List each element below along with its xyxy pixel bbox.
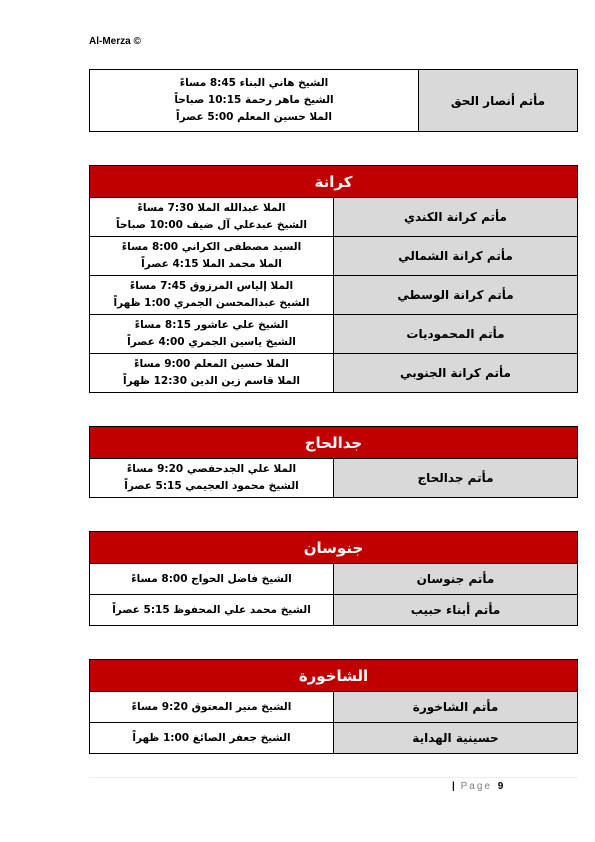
times-cell (90, 276, 334, 315)
times-cell (90, 237, 334, 276)
table-row (90, 354, 578, 393)
venue-cell: مأتم أنصار الحق (419, 70, 578, 132)
times-cell (90, 198, 334, 237)
page-number-value: 9 (497, 781, 504, 792)
venue-cell: مأتم المحموديات (334, 315, 578, 354)
venue-cell: مأتم كرانة الوسطي (334, 276, 578, 315)
time-line: الملا إلياس المرزوق 7:45 مساءً (129, 280, 294, 292)
venue-cell: مأتم كرانة الكندي (334, 198, 578, 237)
time-line: الملا محمد الملا 4:15 عصراً (141, 258, 282, 270)
times-cell (90, 315, 334, 354)
header-brand: Al-Merza © (89, 36, 141, 47)
times-cell (90, 354, 334, 393)
time-line: الشيخ علي عاشور 8:15 مساءً (134, 319, 289, 331)
table-row (90, 564, 578, 595)
table-row (90, 459, 578, 498)
table-row (90, 315, 578, 354)
venue-cell: مأتم أبناء حبيب (334, 595, 578, 626)
table-row (90, 237, 578, 276)
time-line: الشيخ فاضل الحواج 8:00 مساءً (131, 572, 292, 585)
time-line: الملا حسين المعلم 9:00 مساءً (134, 358, 289, 370)
time-line: الشيخ ياسين الجمري 4:00 عصراً (127, 336, 296, 348)
page-number (452, 781, 503, 792)
times-cell (90, 459, 334, 498)
section-header: الشاخورة (90, 660, 578, 692)
time-line: الشيخ عبدالمحسن الجمري 1:00 ظهراً (113, 297, 310, 309)
section-table-shakhura (89, 659, 578, 754)
table-row (90, 198, 578, 237)
time-line: الملا حسين المعلم 5:00 عصراً (176, 111, 332, 123)
time-line: الملا علي الجدحفصي 9:20 مساءً (126, 463, 297, 475)
section-table-karana (89, 165, 578, 393)
time-line: الملا قاسم زين الدين 12:30 ظهراً (122, 375, 301, 387)
page-label: Page (460, 781, 492, 792)
times-cell (90, 692, 334, 723)
times-cell (90, 564, 334, 595)
time-line: السيد مصطفى الكراني 8:00 مساءً (121, 241, 302, 253)
venue-cell: مأتم الشاخورة (334, 692, 578, 723)
times-cell (90, 70, 419, 132)
time-line: الملا عبدالله الملا 7:30 مساءً (137, 202, 286, 214)
times-cell (90, 595, 334, 626)
venue-cell: مأتم كرانة الجنوبي (334, 354, 578, 393)
time-line: الشيخ عبدعلي آل ضيف 10:00 صباحاً (116, 219, 307, 231)
table-row (90, 692, 578, 723)
time-line: الشيخ محمود العجيمي 5:15 عصراً (124, 480, 299, 492)
time-line: الشيخ جعفر الصائغ 1:00 ظهراً (132, 731, 291, 744)
time-line: الشيخ هاني البناء 8:45 مساءً (179, 77, 329, 89)
venue-table-top (89, 69, 578, 132)
venue-cell: مأتم كرانة الشمالي (334, 237, 578, 276)
section-header: كرانة (90, 166, 578, 198)
time-line: الشيخ محمد علي المحفوظ 5:15 عصراً (112, 603, 311, 616)
section-header: جدالحاج (90, 427, 578, 459)
venue-cell: حسينية الهداية (334, 723, 578, 754)
section-table-janusan (89, 531, 578, 626)
table-row (90, 70, 578, 132)
table-row (90, 595, 578, 626)
time-line: الشيخ منير المعتوق 9:20 مساءً (131, 700, 292, 713)
page-separator: | (452, 781, 455, 792)
time-line: الشيخ ماهر رحمة 10:15 صباحاً (174, 94, 334, 106)
venue-cell: مأتم جدالحاج (334, 459, 578, 498)
times-cell (90, 723, 334, 754)
footer-rule (89, 777, 578, 778)
table-row (90, 723, 578, 754)
table-row (90, 276, 578, 315)
section-table-jidalhaj (89, 426, 578, 498)
section-header: جنوسان (90, 532, 578, 564)
venue-cell: مأتم جنوسان (334, 564, 578, 595)
